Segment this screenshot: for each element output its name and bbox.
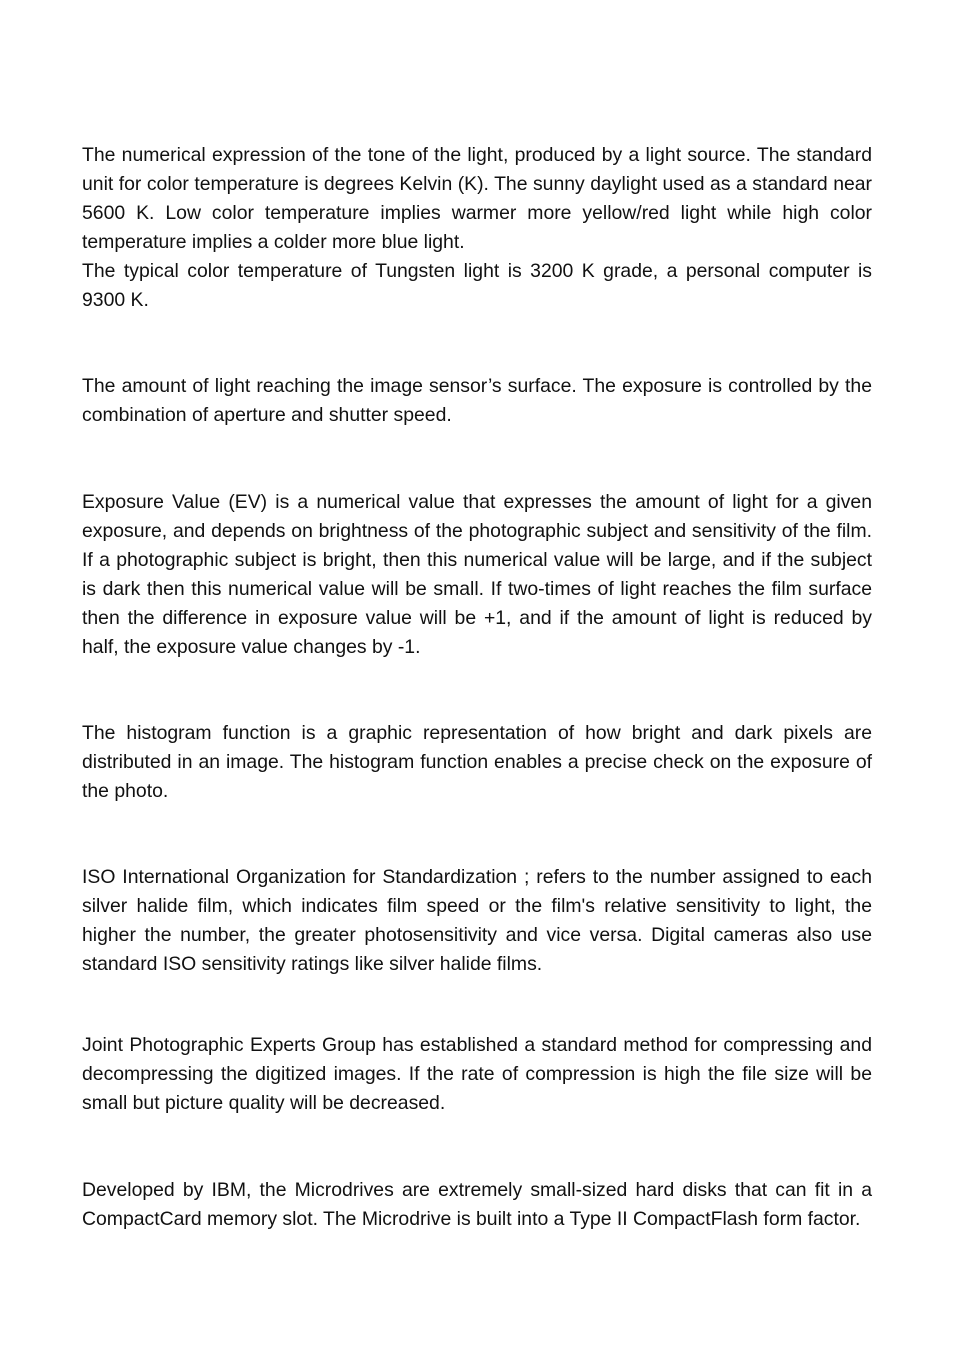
paragraph-text: ISO International Organization for Standardization ; refers to the number assigned to each silver halide film, which indicates film speed or the film's relative sensitivity to light, the higher the number, the greater photosensitivity and vice versa. Digital cameras also use standard ISO sensitivity ratings like silver halide films. <box>82 866 872 975</box>
paragraph-histogram <box>82 719 872 806</box>
paragraph-exposure <box>82 372 872 430</box>
paragraph-text: Developed by IBM, the Microdrives are extremely small-sized hard disks that can fit in a CompactCard memory slot. The Microdrive is built into a Type II CompactFlash form factor. <box>82 1179 872 1230</box>
paragraph-color-temperature <box>82 141 872 314</box>
paragraph-exposure-value <box>82 488 872 661</box>
paragraph-iso <box>82 863 872 979</box>
paragraph-text: Joint Photographic Experts Group has established a standard method for compressing and decompressing the digitized images. If the rate of compression is high the file size will be small but picture quality will be decreased. <box>82 1034 872 1114</box>
paragraph-text: The typical color temperature of Tungsten light is 3200 K grade, a personal computer is 9300 K. <box>82 259 872 311</box>
paragraph-text: The histogram function is a graphic representation of how bright and dark pixels are distributed in an image. The histogram function enables a precise check on the exposure of the photo. <box>82 722 872 802</box>
paragraph-text: The amount of light reaching the image sensor’s surface. The exposure is controlled by the combination of aperture and shutter speed. <box>82 375 872 426</box>
paragraph-microdrive <box>82 1176 872 1234</box>
paragraph-text: Exposure Value (EV) is a numerical value that expresses the amount of light for a given exposure, and depends on brightness of the photographic subject and sensitivity of the film. If a photographic subject is bright, then this numerical value will be large, and if the subject is dark then this numerical value will be small. If two-times of light reaches the film surface then the difference in exposure value will be +1, and if the amount of light is reduced by half, the exposure value changes by -1. <box>82 491 872 658</box>
paragraph-jpeg <box>82 1031 872 1118</box>
paragraph-text: The numerical expression of the tone of the light, produced by a light source. The standard unit for color temperature is degrees Kelvin (K). The sunny daylight used as a standard near 5600 K. Low color temperature implies warmer more yellow/red light while high color temperature implies a colder more blue light. <box>82 144 872 253</box>
